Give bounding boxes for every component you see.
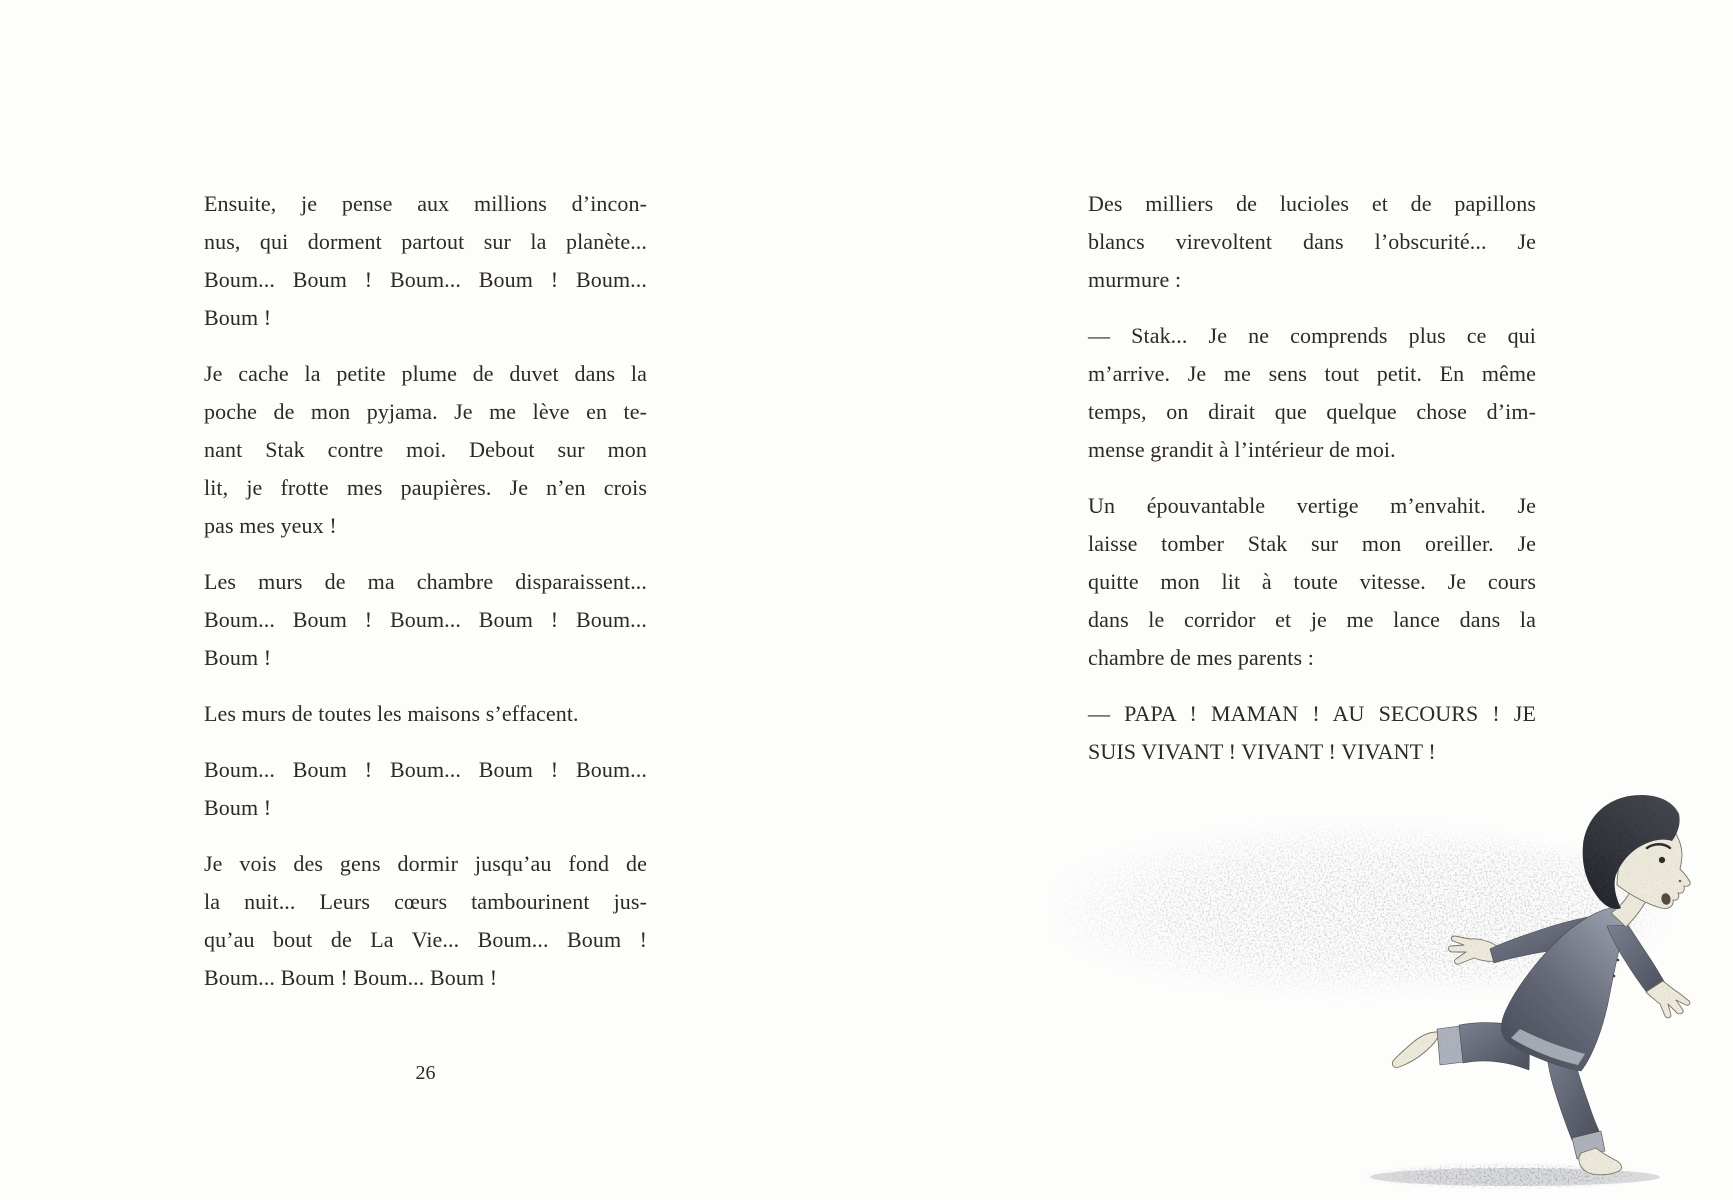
text-line: murmure :	[1088, 267, 1182, 292]
text-line: Ensuite, je pense aux millions d’incon-	[204, 191, 647, 216]
text-line: Boum... Boum ! Boum... Boum !	[204, 965, 498, 990]
boy-front-foot	[1579, 1148, 1622, 1175]
text-line: la nuit... Leurs cœurs tambourinent jus-	[204, 889, 647, 914]
ground-shadow	[1340, 1160, 1700, 1194]
boy-button	[1617, 959, 1620, 962]
text-line: m’arrive. Je me sens tout petit. En même	[1088, 361, 1536, 386]
boy-nostril	[1679, 880, 1682, 883]
paragraph	[204, 355, 647, 545]
text-line: Je vois des gens dormir jusqu’au fond de	[204, 851, 647, 876]
boy-button	[1613, 975, 1616, 978]
text-line: lit, je frotte mes paupières. Je n’en crois	[204, 475, 647, 500]
text-line: Boum... Boum ! Boum... Boum ! Boum...	[204, 757, 647, 782]
text-line: Boum !	[204, 645, 272, 670]
text-line: nant Stak contre moi. Debout sur mon	[204, 437, 647, 462]
text-line: SUIS VIVANT ! VIVANT ! VIVANT !	[1088, 739, 1436, 764]
text-line: Boum !	[204, 795, 272, 820]
page-number: 26	[415, 1062, 436, 1084]
paragraph	[204, 185, 647, 337]
text-line: Boum... Boum ! Boum... Boum ! Boum...	[204, 607, 647, 632]
text-line: — Stak... Je ne comprends plus ce qui	[1088, 323, 1536, 348]
text-line: Boum !	[204, 305, 272, 330]
paragraph	[1088, 695, 1536, 771]
text-line: — PAPA ! MAMAN ! AU SECOURS ! JE	[1088, 701, 1536, 726]
text-line: temps, on dirait que quelque chose d’im-	[1088, 399, 1536, 424]
paragraph	[1088, 185, 1536, 299]
text-line: dans le corridor et je me lance dans la	[1088, 607, 1536, 632]
text-line: qu’au bout de La Vie... Boum... Boum !	[204, 927, 647, 952]
text-line: mense grandit à l’intérieur de moi.	[1088, 437, 1396, 462]
left-page-text	[204, 185, 647, 1015]
paragraph	[204, 563, 647, 677]
boy-rear-foot	[1392, 1032, 1440, 1068]
text-line: poche de mon pyjama. Je me lève en te-	[204, 399, 647, 424]
text-line: quitte mon lit à toute vitesse. Je cours	[1088, 569, 1536, 594]
text-line: Boum... Boum ! Boum... Boum ! Boum...	[204, 267, 647, 292]
text-line: laisse tomber Stak sur mon oreiller. Je	[1088, 531, 1536, 556]
text-line: nus, qui dorment partout sur la planète...	[204, 229, 647, 254]
running-boy-illustration	[1050, 780, 1733, 1200]
paragraph	[204, 695, 647, 733]
text-line: Un épouvantable vertige m’envahit. Je	[1088, 493, 1536, 518]
text-line: Des milliers de lucioles et de papillons	[1088, 191, 1536, 216]
paragraph	[204, 845, 647, 997]
text-line: chambre de mes parents :	[1088, 645, 1314, 670]
text-line: blancs virevoltent dans l’obscurité... Je	[1088, 229, 1536, 254]
text-line: Les murs de ma chambre disparaissent...	[204, 569, 647, 594]
boy-eye	[1659, 857, 1665, 863]
paragraph	[204, 751, 647, 827]
text-line: Je cache la petite plume de duvet dans la	[204, 361, 647, 386]
paragraph	[1088, 317, 1536, 469]
text-line: pas mes yeux !	[204, 513, 337, 538]
right-page-text	[1088, 185, 1536, 789]
text-line: Les murs de toutes les maisons s’effacent.	[204, 701, 579, 726]
paragraph	[1088, 487, 1536, 677]
